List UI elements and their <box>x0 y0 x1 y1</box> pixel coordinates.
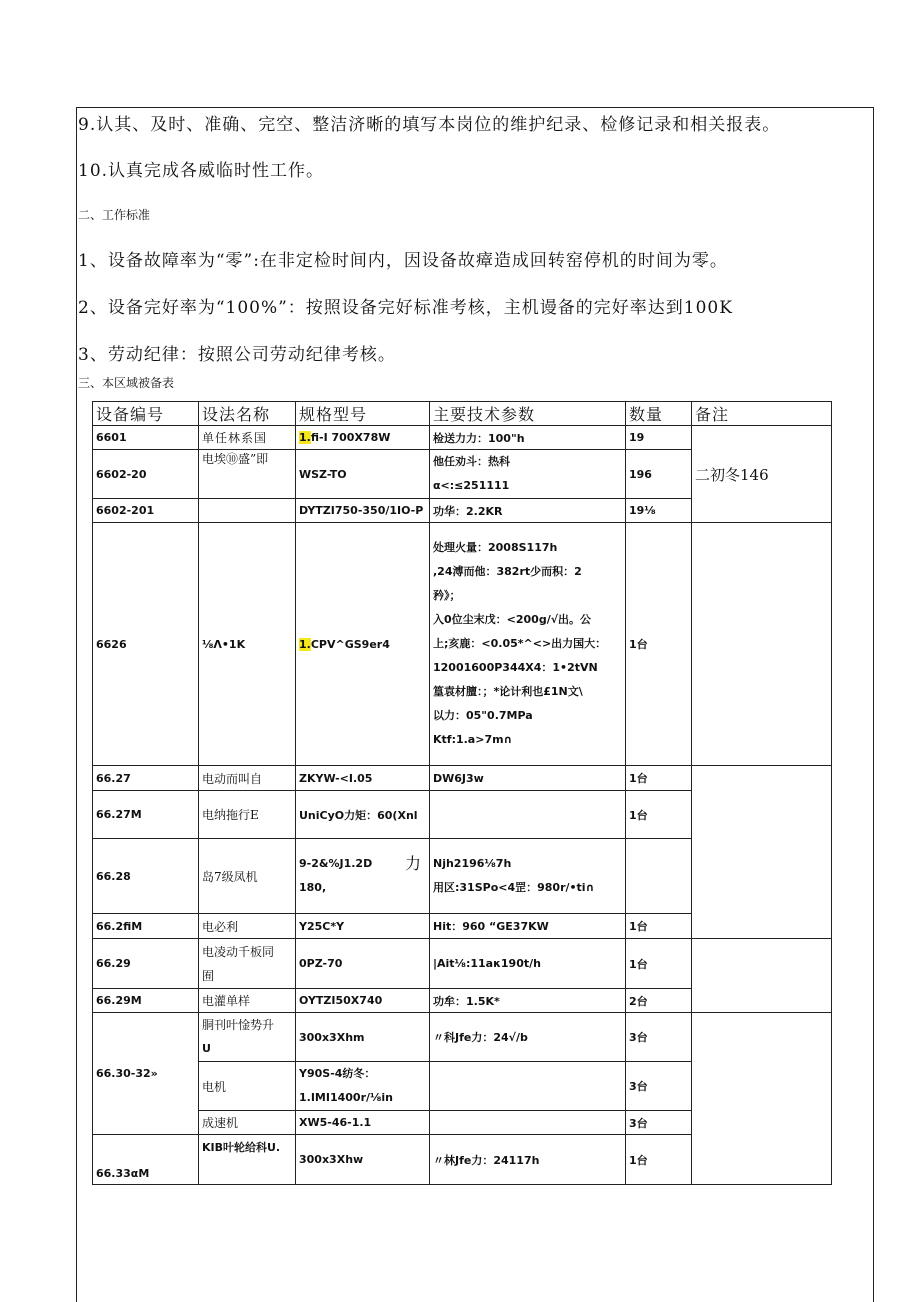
equipment-qty: 1台 <box>626 766 692 791</box>
equipment-params: Njh2196⅛7h 用区:31SPo<4罡：980r/•ti∩ <box>430 839 626 914</box>
equipment-name: 胴刊叶惍势升 U <box>199 1013 296 1062</box>
equipment-name: 成速机 <box>199 1111 296 1135</box>
header-cell: 主要技术参数 <box>430 402 626 426</box>
equipment-params: 〃林Jfe力：24117h <box>430 1135 626 1185</box>
equipment-table <box>92 401 832 1185</box>
equipment-id: 66.28 <box>93 839 199 914</box>
equipment-params: 检送力力：100"h <box>430 426 626 450</box>
equipment-id: 66.2fiM <box>93 914 199 939</box>
equipment-name: 电凌动千板同 囿 <box>199 939 296 989</box>
equipment-params: 功牟：1.5K* <box>430 989 626 1013</box>
equipment-qty: 3台 <box>626 1013 692 1062</box>
equipment-params: 他任劝斗：热科 α<:≤251111 <box>430 450 626 499</box>
table-row <box>93 766 832 791</box>
duty-item-9: 9.认其、及时、准确、完空、整洁济晰的填写本岗位的维护纪录、检修记录和相关报表。 <box>78 115 781 135</box>
equipment-spec: DYTZI750-350/1IO-P <box>296 499 430 523</box>
table-row <box>93 939 832 989</box>
equipment-id: 66.27 <box>93 766 199 791</box>
equipment-params: Hit：960 “GE37KW <box>430 914 626 939</box>
equipment-id: 66.33αM <box>93 1135 199 1185</box>
equipment-qty: 1台 <box>626 914 692 939</box>
equipment-id: 66.29 <box>93 939 199 989</box>
equipment-spec: 1.CPV^GS9er4 <box>296 523 430 766</box>
equipment-qty: 19⅛ <box>626 499 692 523</box>
equipment-spec: OYTZI50X740 <box>296 989 430 1013</box>
equipment-params: 〃科Jfe力：24√/b <box>430 1013 626 1062</box>
equipment-qty: 3台 <box>626 1062 692 1111</box>
equipment-qty: 196 <box>626 450 692 499</box>
section-2-heading: 二、工作标准 <box>78 208 151 222</box>
duty-item-10: 10.认真完成各威临时性工作。 <box>78 161 325 181</box>
equipment-id: 6601 <box>93 426 199 450</box>
equipment-qty: 1台 <box>626 939 692 989</box>
header-cell: 备注 <box>692 402 832 426</box>
equipment-spec: 300x3Xhw <box>296 1135 430 1185</box>
equipment-name: 电纳拖行E <box>199 791 296 839</box>
remark-cell <box>692 523 832 766</box>
equipment-spec: WSZ-TO <box>296 450 430 499</box>
equipment-params: 功华：2.2KR <box>430 499 626 523</box>
remark-cell <box>692 939 832 1013</box>
standard-item-2: 2、设备完好率为“100%”：按照设备完好标准考核，主机谩备的完好率达到100K <box>78 298 733 318</box>
equipment-spec: ZKYW-<I.05 <box>296 766 430 791</box>
equipment-qty: 3台 <box>626 1111 692 1135</box>
equipment-spec: 1.fi-I 700X78W <box>296 426 430 450</box>
equipment-spec: 9-2&%J1.2D 180, 力 <box>296 839 430 914</box>
equipment-id: 6602-201 <box>93 499 199 523</box>
equipment-id: 66.27M <box>93 791 199 839</box>
equipment-name: 电动而叫自 <box>199 766 296 791</box>
equipment-name: 岛7级凤机 <box>199 839 296 914</box>
equipment-spec: UniCyO力矩：60(Xnl <box>296 791 430 839</box>
equipment-spec: 0PZ-70 <box>296 939 430 989</box>
table-row <box>93 426 832 450</box>
header-cell: 设法名称 <box>199 402 296 426</box>
highlight-mark: 1. <box>299 431 311 444</box>
equipment-qty <box>626 839 692 914</box>
equipment-id: 6602-20 <box>93 450 199 499</box>
equipment-id: 6626 <box>93 523 199 766</box>
remark-cell: 二初冬146 <box>692 426 832 523</box>
equipment-qty: 1台 <box>626 1135 692 1185</box>
equipment-name: ⅛Λ•1K <box>199 523 296 766</box>
equipment-spec: XW5-46-1.1 <box>296 1111 430 1135</box>
equipment-params: DW6J3w <box>430 766 626 791</box>
equipment-name: 单任林系国 <box>199 426 296 450</box>
equipment-name <box>199 499 296 523</box>
equipment-qty: 19 <box>626 426 692 450</box>
highlight-mark: 1. <box>299 637 311 651</box>
equipment-spec: Y25C*Y <box>296 914 430 939</box>
equipment-qty: 2台 <box>626 989 692 1013</box>
equipment-params <box>430 1062 626 1111</box>
equipment-params: 处理火量：2008S117h ,24溥而他：382rt少而积：2 矜》； 入0位尘末戊：<200g/√出。公 上;亥鹿：<0.05*^<>出力国大： 12001600P344X4：1•2tVN 篁袁材膻：；*论计利也£1N文\ 以力：05"0.7MPa Ktf:1.a>7m∩ <box>430 523 626 766</box>
equipment-id: 66.30-32» <box>93 1013 199 1135</box>
spec-mark: 力 <box>404 854 421 873</box>
header-cell: 设备编号 <box>93 402 199 426</box>
remark-cell <box>692 1013 832 1185</box>
equipment-qty: 1台 <box>626 791 692 839</box>
table-row <box>93 523 832 766</box>
equipment-spec: 300x3Xhm <box>296 1013 430 1062</box>
equipment-params <box>430 791 626 839</box>
header-cell: 规格型号 <box>296 402 430 426</box>
table-row <box>93 1013 832 1062</box>
header-cell: 数量 <box>626 402 692 426</box>
remark-cell <box>692 766 832 939</box>
standard-item-3: 3、劳动纪律：按照公司劳动纪律考核。 <box>78 345 396 365</box>
equipment-id: 66.29M <box>93 989 199 1013</box>
equipment-name: KIB叶轮给科U. <box>199 1135 296 1185</box>
equipment-name: 电埃⑩盛”即 <box>199 450 296 499</box>
table-header-row <box>93 402 832 426</box>
section-3-heading: 三、本区域被备表 <box>78 376 175 390</box>
equipment-spec: Y90S-4纺冬： 1.IMI1400r/⅛in <box>296 1062 430 1111</box>
equipment-params <box>430 1111 626 1135</box>
equipment-name: 电必利 <box>199 914 296 939</box>
equipment-name: 电机 <box>199 1062 296 1111</box>
standard-item-1: 1、设备故障率为“零”:在非定检时间内，因设备故瘴造成回转窑停机的时间为零。 <box>78 251 728 271</box>
equipment-params: |Ait⅛:11aκ190t/h <box>430 939 626 989</box>
equipment-qty: 1台 <box>626 523 692 766</box>
equipment-name: 电灌单样 <box>199 989 296 1013</box>
